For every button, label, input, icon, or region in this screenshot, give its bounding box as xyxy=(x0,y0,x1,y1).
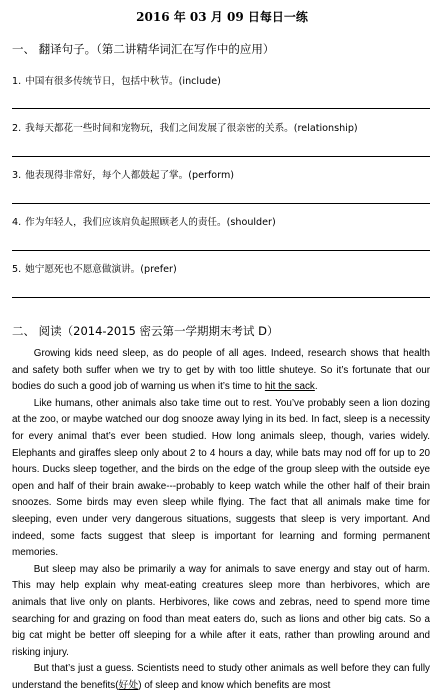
question-number: 1. xyxy=(12,76,22,87)
passage-paragraph-1 xyxy=(12,346,430,396)
section-heading-translation: 一、 翻译句子。（第二讲精华词汇在写作中的应用） xyxy=(12,42,275,56)
question-text: 我每天都花一些时间和宠物玩，我们之间发展了很亲密的关系。(relationship) xyxy=(25,123,358,134)
paragraph-text: But that’s just a guess. Scientists need to study other animals as well before they can fully understand the benefits( xyxy=(12,663,430,691)
passage-paragraph-2: Like humans, other animals also take time out to rest. You’ve probably seen a lion dozing at the zoo, or maybe watched our dog snooze away lying in its bed. In fact, sleep is a necessity for every animal that’s ever been studied. How long animals sleep, though, varies widely. Elephants and giraffes sleep only about 2 to 4 hours a day, while bats may nod off for up to 20 hours. Ducks sleep together, and the birds on the edge of the group sleep with the outside eye open and half of their brain awake---probably to keep watch while the other half of their brain snoozes. Some birds may even sleep while flying. The fact that all animals make time for sleeping, even under very dangerous situations, suggests that sleep is very important. And indeed, some facts suggest that sleep is important for learning and forming permanent memories. xyxy=(12,397,430,559)
paragraph-text: Growing kids need sleep, as do people of all ages. Indeed, research shows that health and safety both suffer when we try to get by with too little shuteye. So it’s fortunate that our bodies do such a good job of warning us when it’s time to xyxy=(12,348,430,393)
question-4 xyxy=(12,216,276,229)
question-number: 3. xyxy=(12,170,22,181)
page-title: 2016 年 03 月 09 日每日一练 xyxy=(136,10,308,24)
question-number: 5. xyxy=(12,264,22,275)
answer-line-3[interactable] xyxy=(12,203,430,204)
question-5 xyxy=(12,263,177,276)
question-2 xyxy=(12,122,358,135)
answer-line-1[interactable] xyxy=(12,108,430,109)
question-number: 4. xyxy=(12,217,22,228)
passage-paragraph-3: But sleep may also be primarily a way for animals to save energy and stay out of harm. This may help explain why meat-eating creatures sleep more than herbivores, which are animals that live only on plants. Herbivores, like cows and zebras, need to spend more time searching for and grazing on food than meat eaters do, such as lions and other big cats. So a big cat might be better off sleeping for a while after it eats, rather than prowling around and risking injury. xyxy=(12,563,430,658)
question-text: 中国有很多传统节日，包括中秋节。(include) xyxy=(25,76,221,87)
paragraph-text: ) of sleep and know which benefits are most xyxy=(138,679,331,691)
paragraph-text: . xyxy=(314,381,318,393)
question-1 xyxy=(12,75,221,88)
section-heading-reading: 二、 阅读（2014-2015 密云第一学期期末考试 D） xyxy=(12,324,279,338)
passage-paragraph-4 xyxy=(12,661,430,694)
underlined-word: 好处 xyxy=(118,679,139,691)
question-text: 她宁愿死也不愿意做演讲。(prefer) xyxy=(25,264,177,275)
question-text: 他表现得非常好，每个人都鼓起了掌。(perform) xyxy=(25,170,235,181)
question-text: 作为年轻人，我们应该肩负起照顾老人的责任。(shoulder) xyxy=(25,217,276,228)
answer-line-4[interactable] xyxy=(12,250,430,251)
question-3 xyxy=(12,169,234,182)
reading-passage xyxy=(12,346,430,694)
answer-line-5[interactable] xyxy=(12,297,430,298)
underlined-phrase: hit the sack xyxy=(264,381,315,393)
question-number: 2. xyxy=(12,123,22,134)
answer-line-2[interactable] xyxy=(12,156,430,157)
